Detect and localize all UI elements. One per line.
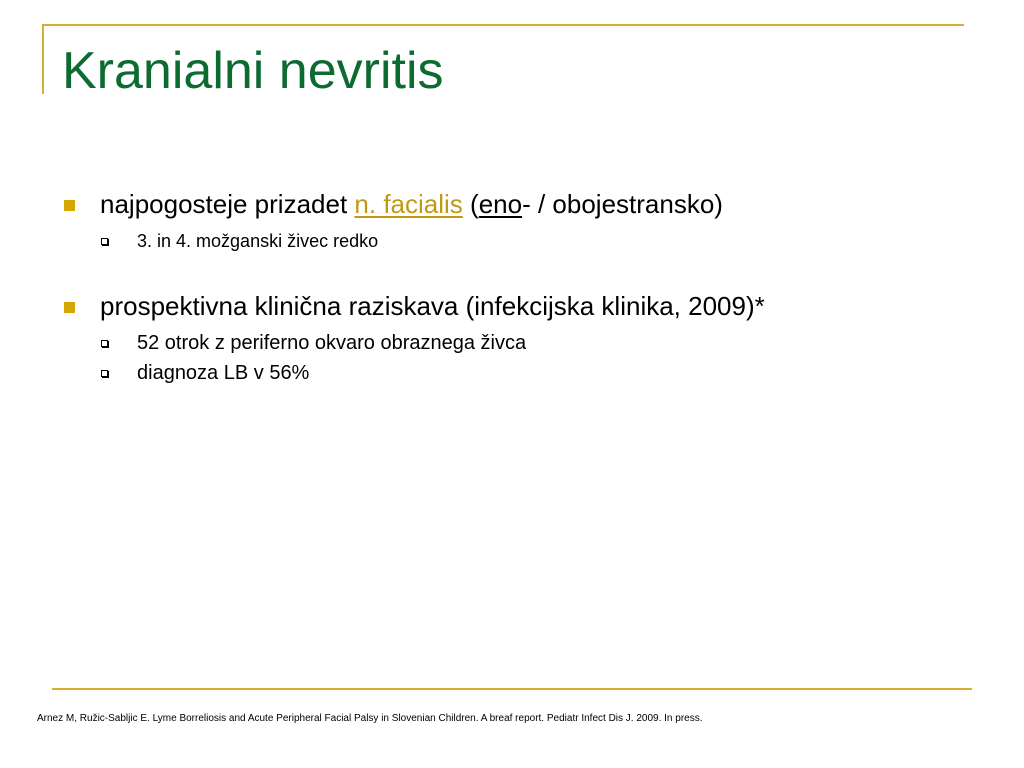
top-accent-line [42,24,964,26]
sub-bullet-text: diagnoza LB v 56% [137,362,310,384]
bullet-list [60,186,980,388]
reference-footnote: Arnez M, Ružic-Sabljic E. Lyme Borreliosis and Acute Peripheral Facial Palsy in Slovenian Children. A breaf report. Pediatr Infect Dis J. 2009. In press. [37,713,703,724]
square-bullet-icon [64,200,75,211]
sub-bullet-item [60,226,980,256]
bullet-text: prospektivna klinična raziskava (infekcijska klinika, 2009)* [100,291,765,321]
square-bullet-icon [64,302,75,313]
sub-bullet-item [60,358,980,388]
hollow-square-bullet-icon [101,340,108,347]
hollow-square-bullet-icon [101,238,108,245]
sub-bullet-text: 52 otrok z periferno okvaro obraznega živca [137,332,527,354]
sub-bullet-list [60,328,980,388]
facialis-link[interactable]: n. facialis [354,189,463,219]
sub-bullet-list [60,226,980,256]
bullet-underlined-word: eno [478,189,523,219]
bullet-text-prefix: najpogosteje prizadet [100,189,355,219]
slide-title: Kranialni nevritis [62,42,444,100]
footer-divider [52,688,972,690]
bullet-text-suffix: - / obojestransko) [522,189,723,219]
sub-bullet-item [60,328,980,358]
left-accent-line [42,24,44,94]
sub-bullet-text: 3. in 4. možganski živec redko [137,231,379,251]
bullet-item [60,186,980,222]
bullet-text-paren: ( [462,189,479,219]
hollow-square-bullet-icon [101,370,108,377]
bullet-item [60,288,980,324]
